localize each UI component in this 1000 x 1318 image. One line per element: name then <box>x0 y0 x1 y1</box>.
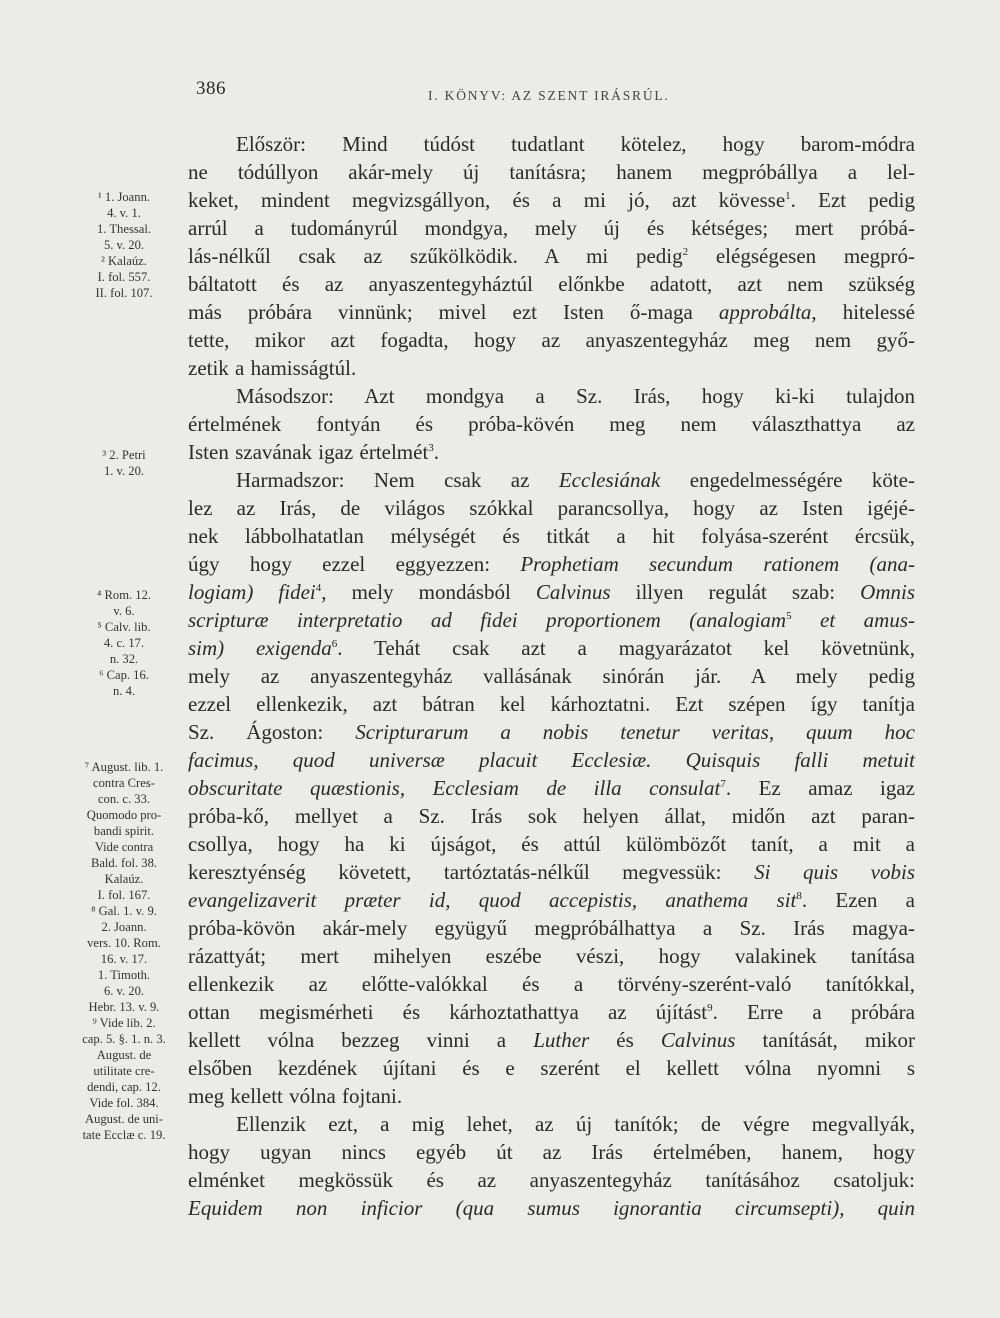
body-line: elménket megkössük és az anyaszentegyház tanításához csatoljuk: <box>188 1168 915 1192</box>
margin-note: II. fol. 107. <box>95 286 153 300</box>
body-line: evangelizaverit præter id, quod accepistis, anathema sit$^8$. Ezen a <box>188 888 915 912</box>
margin-note: ⁵ Calv. lib. <box>97 620 151 634</box>
margin-note: I. fol. 167. <box>97 888 151 902</box>
margin-note: tate Ecclæ c. 19. <box>82 1128 166 1142</box>
body-line: Equidem non inficior (qua sumus ignorantia circumsepti), quin <box>188 1196 915 1220</box>
body-line: Isten szavának igaz értelmét$^3$. <box>188 440 440 464</box>
body-line: meg kellett vólna fojtani. <box>188 1084 403 1108</box>
margin-note: n. 32. <box>109 652 139 666</box>
margin-note: I. fol. 557. <box>97 270 151 284</box>
body-line: más próbára vinnünk; mivel ezt Isten ő-maga approbálta, hitelessé <box>188 300 916 324</box>
body-line: facimus, quod universæ placuit Ecclesiæ. Quisquis falli metuit <box>188 748 915 772</box>
body-line: keket, mindent megvizsgállyon, és a mi jó, azt kövesse$^1$. Ezt pedig <box>188 188 915 212</box>
margin-note: 5. v. 20. <box>103 238 145 252</box>
body-line: lás-nélkűl csak az szűkölködik. A mi pedig$^2$ elégségesen megpró- <box>188 244 915 268</box>
margin-note: 1. Timoth. <box>97 968 151 982</box>
body-line: próba-kő, mellyet a Sz. Irás sok helyen állat, midőn azt paran- <box>188 804 915 828</box>
margin-note: contra Cres- <box>93 776 155 790</box>
body-line: zetik a hamisságtúl. <box>188 356 357 380</box>
body-line: Harmadszor: Nem csak az Ecclesiának engedelmességére köte- <box>236 468 915 492</box>
body-line: ezzel ellenkezik, azt bátran kel kárhoztatni. Ezt szépen így tanítja <box>188 692 915 716</box>
body-line: úgy hogy ezzel eggyezzen: Prophetiam secundum rationem (ana- <box>188 552 915 576</box>
margin-note: ⁷ August. lib. 1. <box>84 760 164 774</box>
margin-note: Hebr. 13. v. 9. <box>88 1000 160 1014</box>
body-line: Sz. Ágoston: Scripturarum a nobis tenetur veritas, quum hoc <box>188 720 915 744</box>
body-line: tette, mikor azt fogadta, hogy az anyaszentegyház meg nem győ- <box>188 328 915 352</box>
body-line: hogy ugyan nincs egyéb út az Irás értelmében, hanem, hogy <box>188 1140 915 1164</box>
body-line: kellett vólna bezzeg vinni a Luther és Calvinus tanítását, mikor <box>188 1028 915 1052</box>
margin-note: ⁹ Vide lib. 2. <box>92 1016 156 1030</box>
body-line: báltatott és az anyaszentegyháztúl előnkbe adatott, azt nem szükség <box>188 272 915 296</box>
margin-note: ³ 2. Petri <box>102 448 146 462</box>
margin-note: utilitate cre- <box>93 1064 155 1078</box>
margin-note: August. de <box>96 1048 152 1062</box>
body-line: elsőben kezdének újítani és e szerént el kellett vólna nyomni s <box>188 1056 915 1080</box>
margin-note: 1. v. 20. <box>103 464 145 478</box>
body-line: lez az Irás, de világos szókkal parancsollya, hogy az Isten igéjé- <box>188 496 915 520</box>
body-line: próba-kövön akár-mely együgyű megpróbálhattya a Sz. Irás magya- <box>188 916 915 940</box>
margin-note: 16. v. 17. <box>100 952 148 966</box>
body-line: ottan megismérheti és kárhoztathattya az újítást$^9$. Erre a próbára <box>188 1000 915 1024</box>
margin-note: ⁸ Gal. 1. v. 9. <box>91 904 157 918</box>
margin-note: vers. 10. Rom. <box>87 936 161 950</box>
body-line: arrúl a tudományrúl mondgya, mely új és kétséges; mert próbá- <box>188 216 915 240</box>
body-line: nek lábbolhatatlan mélységét és titkát a hit folyása-szerént ércsük, <box>188 524 915 548</box>
margin-note: con. c. 33. <box>97 792 151 806</box>
margin-note: Kalaúz. <box>104 872 144 886</box>
margin-note: August. de uni- <box>84 1112 163 1126</box>
margin-note: Quomodo pro- <box>86 808 162 822</box>
body-line: sim) exigenda$^6$. Tehát csak azt a magyarázatot kel követnünk, <box>188 636 915 660</box>
body-line: Ellenzik ezt, a mig lehet, az új tanítók; de végre megvallyák, <box>236 1112 915 1136</box>
margin-note: 4. v. 1. <box>107 206 141 220</box>
page-number: 386 <box>196 78 226 99</box>
margin-note: Vide fol. 384. <box>89 1096 159 1110</box>
body-line: Másodszor: Azt mondgya a Sz. Irás, hogy ki-ki tulajdon <box>236 384 915 408</box>
margin-note: v. 6. <box>113 604 135 618</box>
margin-note: cap. 5. §. 1. n. 3. <box>82 1032 166 1046</box>
margin-note: 2. Joann. <box>101 920 147 934</box>
margin-note: Bald. fol. 38. <box>90 856 158 870</box>
margin-note: ⁶ Cap. 16. <box>99 668 149 682</box>
body-line: ne tódúllyon akár-mely új tanításra; hanem megpróbállya a lel- <box>188 160 915 184</box>
body-line: logiam) fidei$^4$, mely mondásból Calvinus illyen regulát szab: Omnis <box>188 580 916 604</box>
margin-note: dendi, cap. 12. <box>87 1080 161 1094</box>
body-line: mely az anyaszentegyház vallásának sinórán jár. A mely pedig <box>188 664 915 688</box>
body-line: értelmének fontyán és próba-kövén meg nem választhattya az <box>188 412 915 436</box>
body-line: Először: Mind túdóst tudatlant kötelez, hogy barom-módra <box>236 132 915 156</box>
margin-note: 4. c. 17. <box>103 636 145 650</box>
margin-note: n. 4. <box>112 684 136 698</box>
margin-note: ² Kalaúz. <box>101 254 147 268</box>
margin-note: 1. Thessal. <box>97 222 151 236</box>
body-line: csollya, hogy ha ki újságot, és attúl külömbözőt tanít, a mit a <box>188 832 915 856</box>
body-line: keresztyénség követett, tartóztatás-nélkűl megvessük: Si quis vobis <box>188 860 915 884</box>
margin-note: bandi spirit. <box>93 824 155 838</box>
margin-note: ⁴ Rom. 12. <box>96 588 152 602</box>
body-line: rázattyát; mert mihelyen eszébe vészi, hogy valakinek tanítása <box>188 944 915 968</box>
body-line: ellenkezik az előtte-valókkal és a törvény-szerént-való tanítókkal, <box>188 972 915 996</box>
margin-note: ¹ 1. Joann. <box>97 190 151 204</box>
running-head: I. KÖNYV: AZ SZENT IRÁSRÚL. <box>428 88 670 103</box>
body-line: obscuritate quæstionis, Ecclesiam de illa consulat$^7$. Ez amaz igaz <box>188 776 915 800</box>
margin-note: Vide contra <box>94 840 154 854</box>
margin-note: 6. v. 20. <box>103 984 145 998</box>
body-line: scripturæ interpretatio ad fidei proportionem (analogiam$^5$ et amus- <box>188 608 915 632</box>
